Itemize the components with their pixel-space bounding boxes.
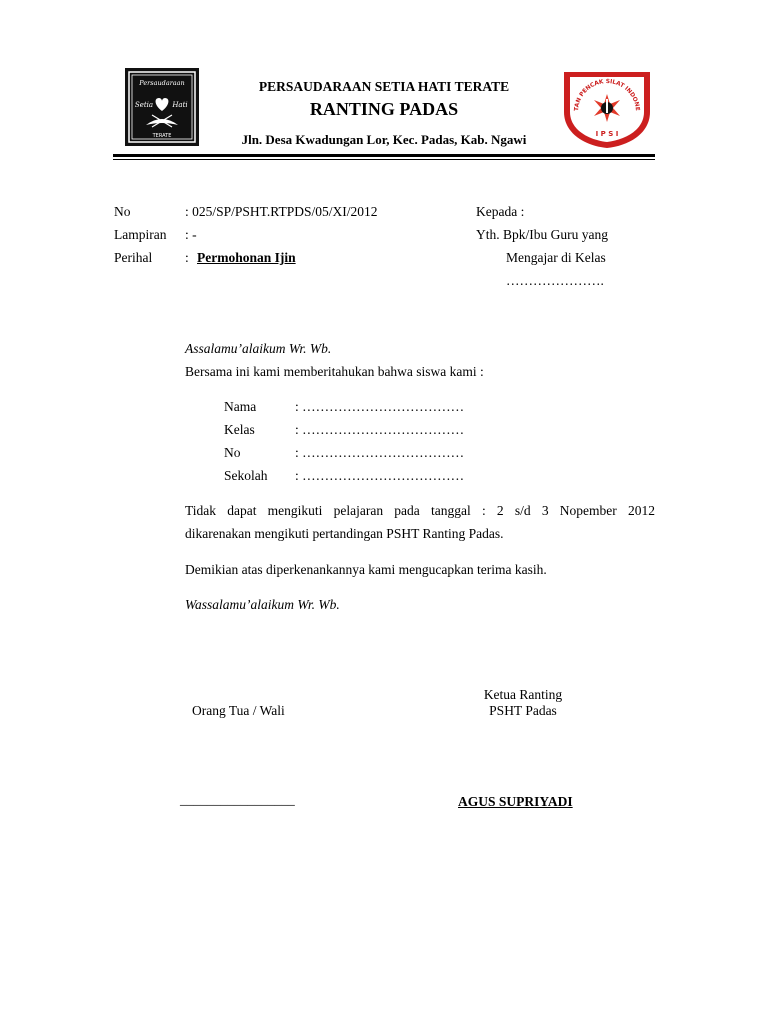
ipsi-logo [560,68,654,150]
branch-name: RANTING PADAS [309,99,459,119]
field-label-nama: Nama [224,399,257,414]
no-value: : 025/SP/PSHT.RTPDS/05/XI/2012 [185,204,378,219]
paragraph-1-line-2: dikarenakan mengikuti pertandingan PSHT Ranting Padas. [185,526,504,541]
intro-text: Bersama ini kami memberitahukan bahwa siswa kami : [185,364,484,379]
svg-text:Setia: Setia [134,101,154,109]
no-label: No [114,204,131,219]
recipient-line-1: Yth. Bpk/Ibu Guru yang [476,227,608,242]
svg-text:Persaudaraan: Persaudaraan [139,79,185,87]
recipient-line-2: Mengajar di Kelas [506,250,606,265]
paragraph-2: Demikian atas diperkenankannya kami mengucapkan terima kasih. [185,562,547,577]
header-rule-thick [113,154,655,157]
paragraph-1-line-1: Tidak dapat mengikuti pelajaran pada tanggal : 2 s/d 3 Nopember 2012 [185,503,655,518]
perihal-value: Permohonan Ijin [197,250,296,265]
psht-logo [124,67,200,147]
recipient-line-3: …………………. [506,273,604,288]
header-rule-thin [113,159,655,160]
svg-text:Hati: Hati [172,101,188,109]
svg-text:IKATAN PENCAK SILAT INDONESIA: TAN PENCAK SILAT INDONE [573,78,641,112]
field-value-nama: : ……………………………… [295,399,465,414]
closing-greeting: Wassalamu’alaikum Wr. Wb. [185,597,340,612]
field-label-kelas: Kelas [224,422,255,437]
signature-right-title-1: Ketua Ranting [483,687,563,702]
field-value-kelas: : ……………………………… [295,422,465,437]
perihal-colon: : [185,250,189,265]
field-label-no: No [224,445,241,460]
field-value-sekolah: : ……………………………… [295,468,465,483]
field-value-no: : ……………………………… [295,445,465,460]
perihal-label: Perihal [114,250,153,265]
lampiran-label: Lampiran [114,227,167,242]
signature-left-line: _________________ [180,792,295,807]
greeting: Assalamu’alaikum Wr. Wb. [185,341,332,356]
lampiran-value: : - [185,227,197,242]
field-label-sekolah: Sekolah [224,468,268,483]
organization-address: Jln. Desa Kwadungan Lor, Kec. Padas, Kab. Ngawi [241,132,527,147]
signature-left-title: Orang Tua / Wali [192,703,285,718]
signature-right-title-2: PSHT Padas [489,703,557,718]
svg-text:TERATE: TERATE [152,133,172,139]
organization-name: PERSAUDARAAN SETIA HATI TERATE [258,79,510,94]
signature-right-name: AGUS SUPRIYADI [458,794,573,809]
recipient-kepada: Kepada : [476,204,525,219]
svg-text:I P S I: I P S I [595,130,619,138]
